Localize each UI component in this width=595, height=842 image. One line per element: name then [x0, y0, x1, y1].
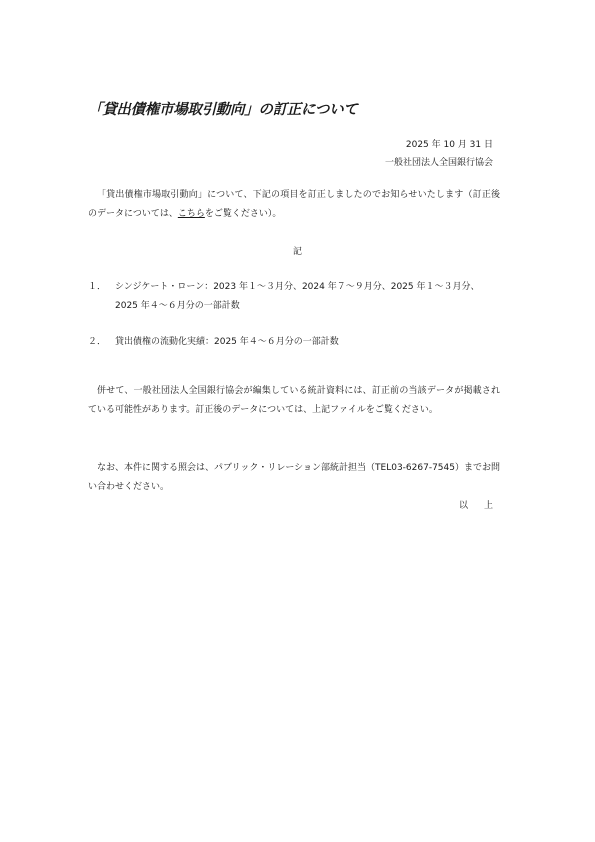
list-item-text: シンジケート・ローン：2023 年１～３月分、2024 年７～９月分、2025 年１～３月分、2025 年４～６月分の一部計数 — [115, 282, 480, 311]
corrected-data-link[interactable]: こちら — [177, 209, 205, 219]
intro-paragraph — [88, 186, 500, 224]
list-item-text: 貸出債権の流動化実績：2025 年４～６月分の一部計数 — [115, 337, 339, 347]
ki-heading: 記 — [292, 247, 302, 257]
page-title: 「貸出債権市場取引動向」の訂正について — [88, 102, 358, 118]
list-item-number: １． — [88, 282, 107, 292]
list-item-number: ２． — [88, 337, 107, 347]
issue-date: 2025 年 10 月 31 日 — [405, 140, 493, 150]
intro-text-before-link: 「貸出債権市場取引動向」について、下記の項目を訂正しましたのでお知らせいたします（訂正後のデータについては、 — [88, 190, 500, 219]
list-item — [88, 278, 500, 316]
intro-text-after-link: をご覧ください）。 — [204, 209, 282, 219]
issuing-organization: 一般社団法人全国銀行協会 — [384, 158, 493, 168]
notice-paragraph: 併せて、一般社団法人全国銀行協会が編集している統計資料には、訂正前の当該データが掲載されている可能性があります。訂正後のデータについては、上記ファイルをご覧ください。 — [88, 386, 500, 415]
list-item — [88, 333, 500, 352]
closing-mark: 以上 — [458, 501, 509, 511]
contact-paragraph: なお、本件に関する照会は、パブリック・リレーション部統計担当（TEL03-6267-7545）までお問い合わせください。 — [88, 463, 500, 492]
